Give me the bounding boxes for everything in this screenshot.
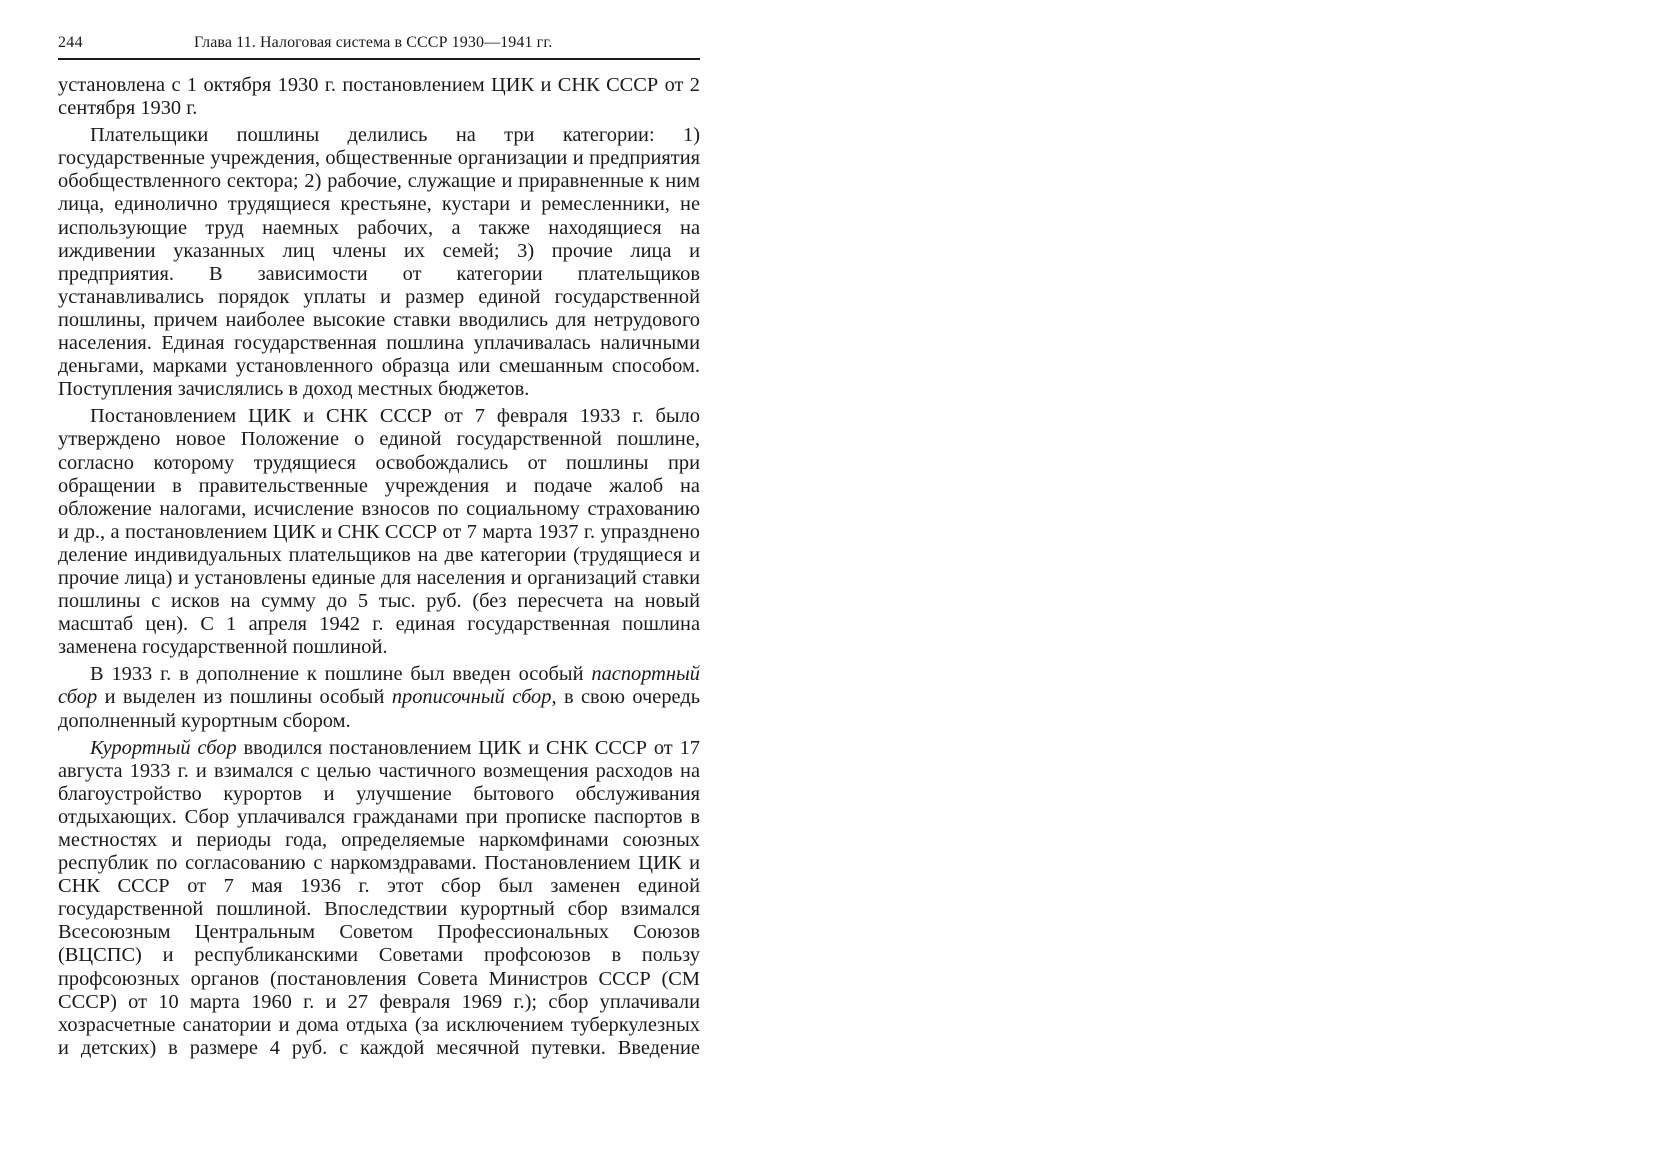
paragraph-4-text-e: , в свою очередь дополненный курортным сбором. <box>58 686 700 732</box>
paragraph-2: Плательщики пошлины делились на три категории: 1) государственные учреждения, общественные организации и предприятия обобществленного сектора; 2) рабочие, служащие и приравненные к ним лица, единолично трудящиеся крестьяне, кустари и ремесленники, не использующие труд наемных рабочих, а также находящиеся на иждивении указанных лиц члены их семей; 3) прочие лица и предприятия. В зависимости от категории плательщиков устанавливались порядок уплаты и размер единой государственной пошлины, причем наиболее высокие ставки вводились для нетрудового населения. Единая государственная пошлина уплачивалась наличными деньгами, марками установленного образца или смешанным способом. Поступления зачислялись в доход местных бюджетов. <box>58 124 700 401</box>
running-head <box>58 34 700 60</box>
body-text <box>58 74 700 1060</box>
passport-fee-term: паспортный сбор <box>58 663 700 709</box>
paragraph-4 <box>58 663 700 732</box>
page-number: 244 <box>58 34 83 51</box>
paragraph-1: установлена с 1 октября 1930 г. постановлением ЦИК и СНК СССР от 2 сентября 1930 г. <box>58 74 700 120</box>
paragraph-5-text-b: вводился постановлением ЦИК и СНК СССР от 17 августа 1933 г. и взимался с целью частичного возмещения расходов на благоустройство курортов и улучшение бытового обслуживания отдыхающих. Сбор уплачивался гражданами при прописке паспортов в местностях и периоды года, определяемые наркомфинами союзных республик по согласованию с наркомздравами. Постановлением ЦИК и СНК СССР от 7 мая 1936 г. этот сбор был заменен единой государственной пошлиной. Впоследствии курортный сбор взимался Всесоюзным Центральным Советом Профессиональных Союзов (ВЦСПС) и республиканскими Советами профсоюзов в пользу профсоюзных органов (постановления Совета Министров СССР (СМ СССР) от 10 марта 1960 г. и 27 февраля 1969 г.); сбор уплачивали хозрасчетные санатории и дома отдыха (за исключением туберкулезных и детских) в размере 4 руб. с каждой месячной путевки. Введение <box>58 736 700 1059</box>
paragraph-4-text-c: и выделен из пошлины особый <box>97 686 392 709</box>
resort-fee-term: Курортный сбор <box>90 736 237 759</box>
book-page <box>58 34 700 1064</box>
registration-fee-term: прописочный сбор <box>391 686 552 709</box>
paragraph-3: Постановлением ЦИК и СНК СССР от 7 февраля 1933 г. было утверждено новое Положение о единой государственной пошлине, согласно которому трудящиеся освобождались от пошлины при обращении в правительственные учреждения и подаче жалоб на обложение налогами, исчисление взносов по социальному страхованию и др., а постановлением ЦИК и СНК СССР от 7 марта 1937 г. упразднено деление индивидуальных плательщиков на две категории (трудящиеся и прочие лица) и установлены единые для населения и организаций ставки пошлины с исков на сумму до 5 тыс. руб. (без пересчета на новый масштаб цен). С 1 апреля 1942 г. единая государственная пошлина заменена государственной пошлиной. <box>58 405 700 659</box>
chapter-title: Глава 11. Налоговая система в СССР 1930—1941 гг. <box>194 34 553 51</box>
paragraph-4-text-a: В 1933 г. в дополнение к пошлине был введен особый <box>90 663 592 686</box>
paragraph-5 <box>58 737 700 1060</box>
